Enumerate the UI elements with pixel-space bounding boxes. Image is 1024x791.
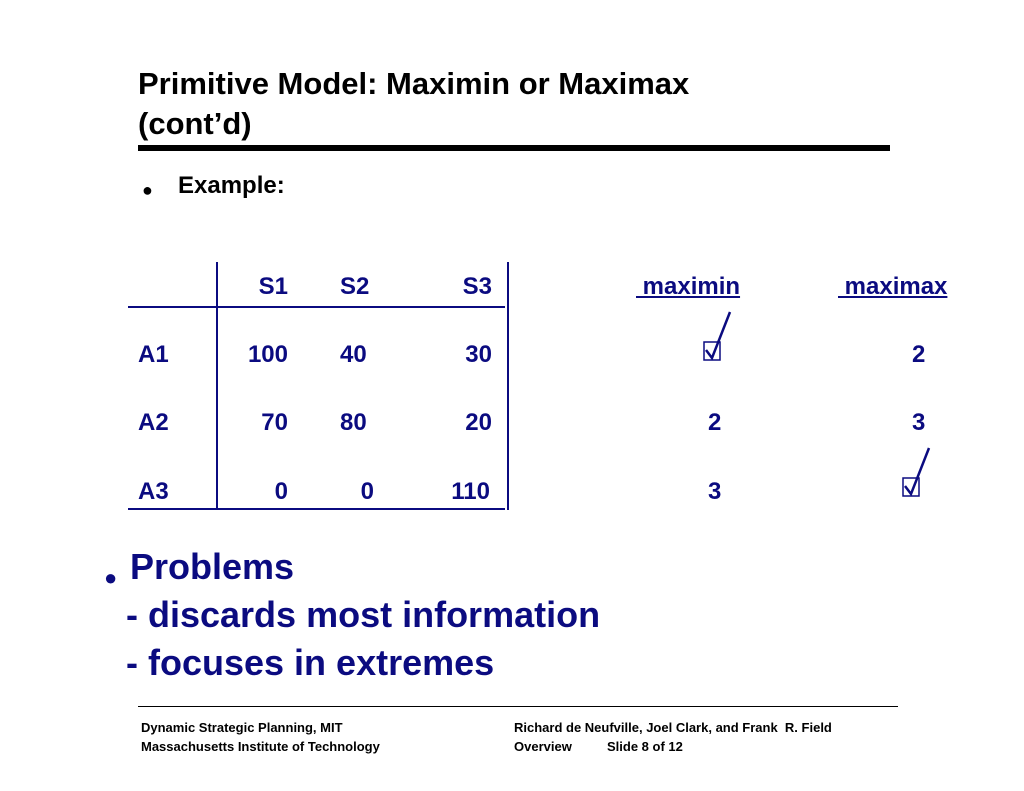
maximax-header: maximax xyxy=(838,273,948,300)
cell-a2-s3: 20 xyxy=(465,409,492,436)
problems-bullet: ● xyxy=(104,565,118,590)
maximin-a3-value: 3 xyxy=(708,478,722,505)
maximin-header: maximin xyxy=(636,273,741,300)
row-label-a3: A3 xyxy=(138,478,169,505)
maximax-a3-check-icon xyxy=(900,446,940,506)
maximax-a1-value: 2 xyxy=(912,341,926,368)
cell-a1-s2: 40 xyxy=(340,341,367,368)
table-vertical-rule-right xyxy=(507,262,509,510)
cell-a2-s1: 70 xyxy=(261,409,288,436)
problems-heading: Problems xyxy=(130,546,295,587)
footer-left-line-1: Dynamic Strategic Planning, MIT xyxy=(141,720,343,735)
problem-item-1: - discards most information xyxy=(126,594,601,635)
maximax-a2-value: 3 xyxy=(912,409,926,436)
table-bottom-rule xyxy=(128,508,505,510)
column-header-s1: S1 xyxy=(258,273,288,300)
table-vertical-rule-left xyxy=(216,262,218,510)
cell-a1-s1: 100 xyxy=(247,341,288,368)
cell-a3-s2: 0 xyxy=(360,478,374,505)
footer-right-line-1: Richard de Neufville, Joel Clark, and Frank R. Field xyxy=(514,720,832,735)
title-underline xyxy=(138,145,890,151)
title-line-1: Primitive Model: Maximin or Maximax xyxy=(138,66,690,101)
cell-a1-s3: 30 xyxy=(465,341,492,368)
maximin-a1-check-icon xyxy=(700,310,740,370)
cell-a3-s1: 0 xyxy=(274,478,288,505)
row-label-a1: A1 xyxy=(138,341,169,368)
example-label: Example: xyxy=(178,172,285,199)
table-header-rule xyxy=(128,306,505,308)
column-header-s2: S2 xyxy=(340,273,370,300)
cell-a2-s2: 80 xyxy=(340,409,367,436)
footer-left-line-2: Massachusetts Institute of Technology xyxy=(141,739,380,754)
footer-slide-number: Slide 8 of 12 xyxy=(607,739,683,754)
slide-title xyxy=(138,64,689,144)
bullet-dot: ● xyxy=(142,180,153,200)
title-line-2: (cont’d) xyxy=(138,106,252,141)
column-header-s3: S3 xyxy=(462,273,492,300)
problem-item-2: - focuses in extremes xyxy=(126,642,495,683)
cell-a3-s3: 110 xyxy=(451,478,490,505)
footer-overview: Overview xyxy=(514,739,572,754)
footer-divider xyxy=(138,706,898,707)
maximin-a2-value: 2 xyxy=(708,409,722,436)
row-label-a2: A2 xyxy=(138,409,169,436)
